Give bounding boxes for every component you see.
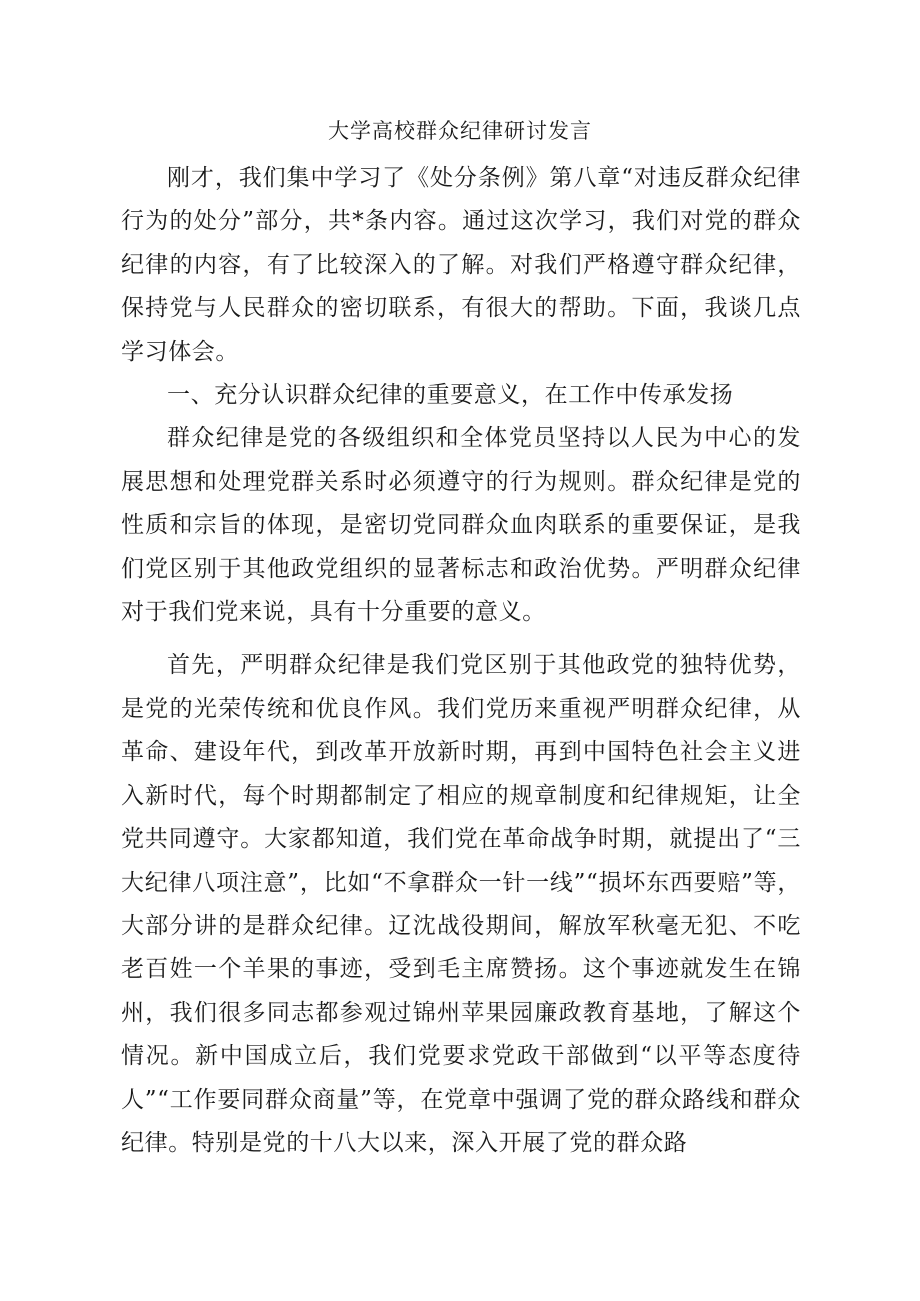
paragraph-first-point: 首先，严明群众纪律是我们党区别于其他政党的独特优势，是党的光荣传统和优良作风。我们党历来重视严明群众纪律，从革命、建设年代，到改革开放新时期，再到中国特色社会主义进入新时代，每个时期都制定了相应的规章制度和纪律规矩，让全党共同遵守。大家都知道，我们党在革命战争时期，就提出了“三大纪律八项注意”，比如“不拿群众一针一线”“损坏东西要赔”等，大部分讲的是群众纪律。辽沈战役期间，解放军秋毫无犯、不吃老百姓一个羊果的事迹，受到毛主席赞扬。这个事迹就发生在锦州，我们很多同志都参观过锦州苹果园廉政教育基地，了解这个情况。新中国成立后，我们党要求党政干部做到“以平等态度待人”“工作要同群众商量”等，在党章中强调了党的群众路线和群众纪律。特别是党的十八大以来，深入开展了党的群众路	[121, 652, 801, 1156]
paragraph-intro: 刚才，我们集中学习了《处分条例》第八章“对违反群众纪律行为的处分”部分，共*条内容。通过这次学习，我们对党的群众纪律的内容，有了比较深入的了解。对我们严格遵守群众纪律，保持党与人民群众的密切联系，有很大的帮助。下面，我谈几点学习体会。	[121, 165, 801, 365]
document-title: 大学高校群众纪律研讨发言	[328, 119, 592, 143]
paragraph-gap	[121, 634, 801, 644]
section-heading-1: 一、充分认识群众纪律的重要意义，在工作中传承发扬	[167, 382, 734, 409]
document-body	[121, 157, 801, 1165]
paragraph-significance: 群众纪律是党的各级组织和全体党员坚持以人民为中心的发展思想和处理党群关系时必须遵守的行为规则。群众纪律是党的性质和宗旨的体现，是密切党同群众血肉联系的重要保证，是我们党区别于其他政党组织的显著标志和政治优势。严明群众纪律对于我们党来说，具有十分重要的意义。	[121, 425, 801, 626]
